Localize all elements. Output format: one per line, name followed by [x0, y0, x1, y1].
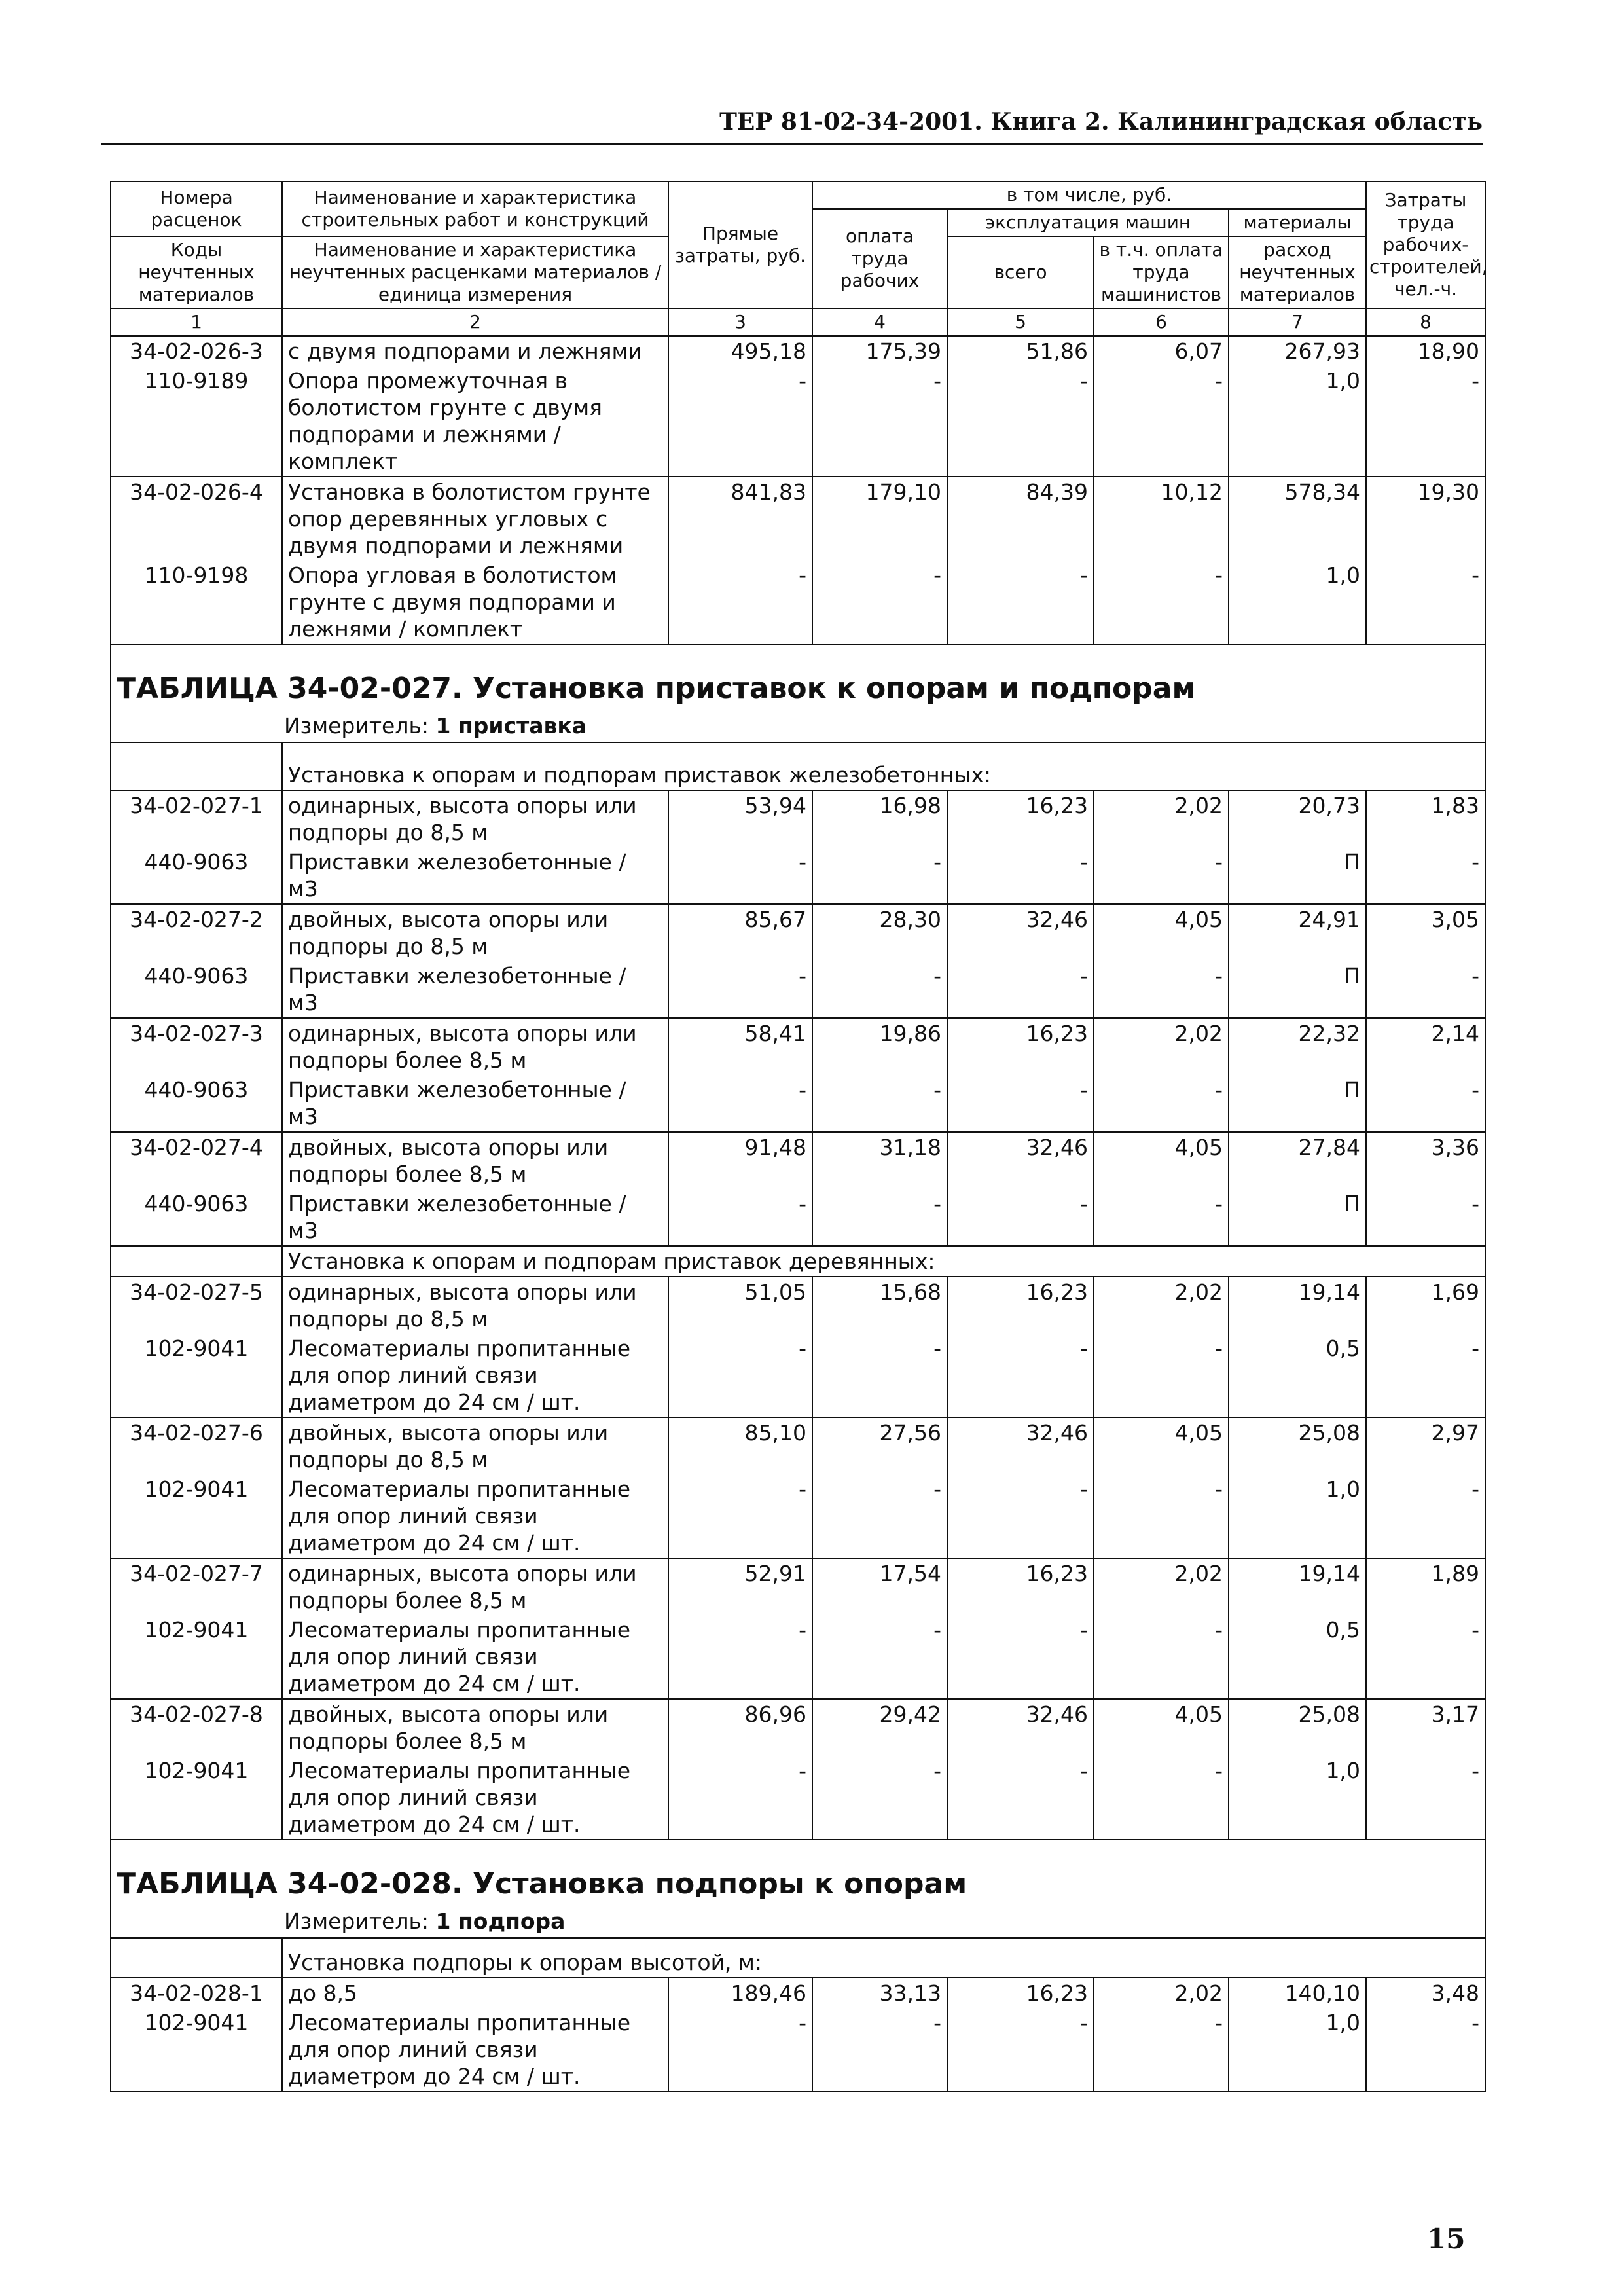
rate-code: 34-02-026-3 — [111, 336, 282, 366]
machines-total-value: - — [947, 366, 1094, 477]
table-027-title-row — [111, 644, 1485, 742]
machines-total-value: 32,46 — [947, 904, 1094, 961]
material-name: Лесоматериалы пропитанные для опор линий связи диаметром до 24 см / шт. — [282, 2008, 668, 2092]
direct-costs-value: - — [668, 1189, 812, 1246]
wages-value: - — [812, 1474, 947, 1558]
rate-row — [111, 1132, 1485, 1189]
direct-costs-value: 841,83 — [668, 477, 812, 560]
material-row — [111, 1075, 1485, 1132]
machines-wages-value: - — [1094, 366, 1229, 477]
rate-code: 34-02-027-2 — [111, 904, 282, 961]
table-027-meter: Измеритель: 1 приставка — [284, 713, 587, 738]
material-name: Приставки железобетонные / м3 — [282, 961, 668, 1018]
machines-wages-value: 2,02 — [1094, 790, 1229, 847]
machines-total-value: - — [947, 961, 1094, 1018]
rates-table — [110, 181, 1486, 2092]
column-number: 1 — [111, 308, 282, 336]
wages-value: 175,39 — [812, 336, 947, 366]
header-materials-consumption: расход неучтенных материалов — [1229, 236, 1366, 308]
table-028-title: ТАБЛИЦА 34-02-028. Установка подпоры к опорам — [117, 1867, 967, 1901]
machines-wages-value: 2,02 — [1094, 1018, 1229, 1075]
machines-wages-value: 4,05 — [1094, 904, 1229, 961]
machines-wages-value: - — [1094, 1334, 1229, 1417]
wages-value: 15,68 — [812, 1277, 947, 1334]
column-number: 4 — [812, 308, 947, 336]
machines-wages-value: 2,02 — [1094, 1558, 1229, 1615]
material-name: Лесоматериалы пропитанные для опор линий связи диаметром до 24 см / шт. — [282, 1474, 668, 1558]
material-row — [111, 847, 1485, 904]
machines-total-value: 16,23 — [947, 1978, 1094, 2008]
material-code: 102-9041 — [111, 1615, 282, 1699]
direct-costs-value: - — [668, 1615, 812, 1699]
column-numbers-row — [111, 308, 1485, 336]
rate-code: 34-02-027-3 — [111, 1018, 282, 1075]
section-row — [111, 742, 1485, 790]
direct-costs-value: - — [668, 366, 812, 477]
machines-total-value: 16,23 — [947, 1018, 1094, 1075]
wages-value: - — [812, 1615, 947, 1699]
wages-value: - — [812, 1075, 947, 1132]
work-name: двойных, высота опоры или подпоры более 8,5 м — [282, 1699, 668, 1756]
header-work-name: Наименование и характеристика строительных работ и конструкций — [282, 181, 668, 236]
labor-value: 1,69 — [1366, 1277, 1485, 1334]
direct-costs-value: - — [668, 847, 812, 904]
material-row — [111, 1615, 1485, 1699]
document-title: ТЕР 81-02-34-2001. Книга 2. Калининградская область — [719, 108, 1483, 136]
material-code: 440-9063 — [111, 1075, 282, 1132]
materials-value: 0,5 — [1229, 1334, 1366, 1417]
materials-value: П — [1229, 1075, 1366, 1132]
material-code: 102-9041 — [111, 1756, 282, 1840]
machines-wages-value: - — [1094, 847, 1229, 904]
header-labor: Затраты труда рабочих-строителей, чел.-ч. — [1366, 181, 1485, 308]
column-number: 8 — [1366, 308, 1485, 336]
machines-wages-value: 6,07 — [1094, 336, 1229, 366]
labor-value: - — [1366, 847, 1485, 904]
block-026 — [111, 336, 1485, 644]
machines-total-value: - — [947, 1615, 1094, 1699]
wages-value: 16,98 — [812, 790, 947, 847]
wages-value: 19,86 — [812, 1018, 947, 1075]
materials-value: 27,84 — [1229, 1132, 1366, 1189]
materials-value: П — [1229, 1189, 1366, 1246]
labor-value: 2,97 — [1366, 1417, 1485, 1474]
labor-value: 1,83 — [1366, 790, 1485, 847]
material-code: 102-9041 — [111, 2008, 282, 2092]
material-name: Опора угловая в болотистом грунте с двумя подпорами и лежнями / комплект — [282, 560, 668, 644]
machines-total-value: 32,46 — [947, 1417, 1094, 1474]
wages-value: - — [812, 1189, 947, 1246]
labor-value: 1,89 — [1366, 1558, 1485, 1615]
direct-costs-value: 86,96 — [668, 1699, 812, 1756]
table-027-title: ТАБЛИЦА 34-02-027. Установка приставок к опорам и подпорам — [117, 672, 1196, 705]
rate-code: 34-02-027-5 — [111, 1277, 282, 1334]
wages-value: - — [812, 2008, 947, 2092]
table-028-title-row — [111, 1840, 1485, 1938]
material-row — [111, 1334, 1485, 1417]
direct-costs-value: 85,10 — [668, 1417, 812, 1474]
machines-total-value: - — [947, 847, 1094, 904]
machines-wages-value: - — [1094, 560, 1229, 644]
machines-total-value: - — [947, 1075, 1094, 1132]
machines-wages-value: 2,02 — [1094, 1978, 1229, 2008]
work-name: Установка в болотистом грунте опор деревянных угловых с двумя подпорами и лежнями — [282, 477, 668, 560]
material-code: 102-9041 — [111, 1474, 282, 1558]
material-code: 110-9189 — [111, 366, 282, 477]
wages-value: - — [812, 366, 947, 477]
header-material-names: Наименование и характеристика неучтенных расценками материалов / единица измерения — [282, 236, 668, 308]
rate-row — [111, 1018, 1485, 1075]
labor-value: - — [1366, 560, 1485, 644]
machines-total-value: - — [947, 1474, 1094, 1558]
machines-total-value: 16,23 — [947, 1277, 1094, 1334]
materials-value: 267,93 — [1229, 336, 1366, 366]
direct-costs-value: 52,91 — [668, 1558, 812, 1615]
direct-costs-value: 495,18 — [668, 336, 812, 366]
rate-row — [111, 477, 1485, 560]
machines-wages-value: 4,05 — [1094, 1699, 1229, 1756]
material-row — [111, 1756, 1485, 1840]
header-materials: материалы — [1229, 209, 1366, 236]
section-heading: Установка подпоры к опорам высотой, м: — [288, 1950, 763, 1975]
work-name: одинарных, высота опоры или подпоры более 8,5 м — [282, 1558, 668, 1615]
material-code: 102-9041 — [111, 1334, 282, 1417]
machines-total-value: 16,23 — [947, 1558, 1094, 1615]
materials-value: 1,0 — [1229, 1756, 1366, 1840]
rate-code: 34-02-027-7 — [111, 1558, 282, 1615]
direct-costs-value: - — [668, 1075, 812, 1132]
machines-wages-value: 4,05 — [1094, 1132, 1229, 1189]
wages-value: 27,56 — [812, 1417, 947, 1474]
materials-value: 1,0 — [1229, 2008, 1366, 2092]
material-code: 110-9198 — [111, 560, 282, 644]
wages-value: - — [812, 1756, 947, 1840]
materials-value: 1,0 — [1229, 1474, 1366, 1558]
machines-total-value: - — [947, 1334, 1094, 1417]
materials-value: 25,08 — [1229, 1699, 1366, 1756]
work-name: одинарных, высота опоры или подпоры до 8,5 м — [282, 1277, 668, 1334]
header-machines-total: всего — [947, 236, 1094, 308]
labor-value: 3,05 — [1366, 904, 1485, 961]
machines-total-value: 32,46 — [947, 1699, 1094, 1756]
material-row — [111, 1474, 1485, 1558]
labor-value: 18,90 — [1366, 336, 1485, 366]
direct-costs-value: 189,46 — [668, 1978, 812, 2008]
work-name: до 8,5 — [282, 1978, 668, 2008]
materials-value: 140,10 — [1229, 1978, 1366, 2008]
direct-costs-value: - — [668, 1474, 812, 1558]
section-heading: Установка к опорам и подпорам приставок железобетонных: — [288, 762, 992, 788]
material-name: Лесоматериалы пропитанные для опор линий связи диаметром до 24 см / шт. — [282, 1615, 668, 1699]
materials-value: 0,5 — [1229, 1615, 1366, 1699]
machines-wages-value: - — [1094, 2008, 1229, 2092]
machines-total-value: 84,39 — [947, 477, 1094, 560]
column-number: 7 — [1229, 308, 1366, 336]
table-027-meter-value: 1 приставка — [435, 713, 587, 738]
work-name: одинарных, высота опоры или подпоры до 8,5 м — [282, 790, 668, 847]
material-name: Приставки железобетонные / м3 — [282, 1075, 668, 1132]
materials-value: 1,0 — [1229, 560, 1366, 644]
material-name: Опора промежуточная в болотистом грунте с двумя подпорами и лежнями / комплект — [282, 366, 668, 477]
labor-value: - — [1366, 366, 1485, 477]
machines-wages-value: - — [1094, 1474, 1229, 1558]
machines-total-value: 51,86 — [947, 336, 1094, 366]
table-028-meter: Измеритель: 1 подпора — [284, 1908, 566, 1934]
wages-value: 31,18 — [812, 1132, 947, 1189]
labor-value: - — [1366, 1474, 1485, 1558]
direct-costs-value: 51,05 — [668, 1277, 812, 1334]
labor-value: 3,48 — [1366, 1978, 1485, 2008]
rate-row — [111, 1699, 1485, 1756]
rate-row — [111, 1558, 1485, 1615]
rate-row — [111, 790, 1485, 847]
work-name: одинарных, высота опоры или подпоры более 8,5 м — [282, 1018, 668, 1075]
machines-wages-value: - — [1094, 961, 1229, 1018]
materials-value: 24,91 — [1229, 904, 1366, 961]
material-code: 440-9063 — [111, 1189, 282, 1246]
column-number: 2 — [282, 308, 668, 336]
labor-value: - — [1366, 1189, 1485, 1246]
direct-costs-value: 58,41 — [668, 1018, 812, 1075]
header-direct-costs: Прямые затраты, руб. — [668, 181, 812, 308]
table-028-meter-value: 1 подпора — [435, 1908, 566, 1934]
header-rate-numbers: Номера расценок — [111, 181, 282, 236]
wages-value: 29,42 — [812, 1699, 947, 1756]
wages-value: 17,54 — [812, 1558, 947, 1615]
labor-value: - — [1366, 1075, 1485, 1132]
material-name: Приставки железобетонные / м3 — [282, 847, 668, 904]
labor-value: - — [1366, 1756, 1485, 1840]
wages-value: 179,10 — [812, 477, 947, 560]
rate-code: 34-02-026-4 — [111, 477, 282, 560]
rate-code: 34-02-028-1 — [111, 1978, 282, 2008]
direct-costs-value: - — [668, 1334, 812, 1417]
table-027-rows-wood — [111, 1277, 1485, 1840]
wages-value: 33,13 — [812, 1978, 947, 2008]
material-name: Лесоматериалы пропитанные для опор линий связи диаметром до 24 см / шт. — [282, 1334, 668, 1417]
column-number: 5 — [947, 308, 1094, 336]
labor-value: - — [1366, 1615, 1485, 1699]
material-row — [111, 961, 1485, 1018]
labor-value: 3,17 — [1366, 1699, 1485, 1756]
materials-value: 20,73 — [1229, 790, 1366, 847]
page-header — [101, 105, 1483, 145]
header-wages: оплата труда рабочих — [812, 209, 947, 308]
machines-wages-value: 10,12 — [1094, 477, 1229, 560]
direct-costs-value: - — [668, 961, 812, 1018]
machines-wages-value: 4,05 — [1094, 1417, 1229, 1474]
machines-wages-value: 2,02 — [1094, 1277, 1229, 1334]
material-name: Лесоматериалы пропитанные для опор линий связи диаметром до 24 см / шт. — [282, 1756, 668, 1840]
rate-row — [111, 1417, 1485, 1474]
materials-value: 25,08 — [1229, 1417, 1366, 1474]
header-material-codes: Коды неучтенных материалов — [111, 236, 282, 308]
section-row — [111, 1246, 1485, 1277]
labor-value: 3,36 — [1366, 1132, 1485, 1189]
machines-total-value: - — [947, 2008, 1094, 2092]
machines-wages-value: - — [1094, 1189, 1229, 1246]
materials-value: 19,14 — [1229, 1558, 1366, 1615]
rate-code: 34-02-027-4 — [111, 1132, 282, 1189]
machines-total-value: 16,23 — [947, 790, 1094, 847]
column-number: 6 — [1094, 308, 1229, 336]
material-code: 440-9063 — [111, 847, 282, 904]
labor-value: 2,14 — [1366, 1018, 1485, 1075]
section-heading: Установка к опорам и подпорам приставок деревянных: — [288, 1248, 935, 1274]
material-name: Приставки железобетонные / м3 — [282, 1189, 668, 1246]
table-027-rows-concrete — [111, 790, 1485, 1246]
machines-wages-value: - — [1094, 1756, 1229, 1840]
wages-value: - — [812, 1334, 947, 1417]
material-row — [111, 560, 1485, 644]
direct-costs-value: - — [668, 2008, 812, 2092]
labor-value: - — [1366, 961, 1485, 1018]
material-row — [111, 2008, 1485, 2092]
section-row — [111, 1938, 1485, 1978]
wages-value: - — [812, 847, 947, 904]
table-027 — [111, 644, 1485, 790]
labor-value: - — [1366, 1334, 1485, 1417]
material-row — [111, 1189, 1485, 1246]
machines-wages-value: - — [1094, 1615, 1229, 1699]
material-code: 440-9063 — [111, 961, 282, 1018]
machines-wages-value: - — [1094, 1075, 1229, 1132]
direct-costs-value: - — [668, 1756, 812, 1840]
header-machines: эксплуатация машин — [947, 209, 1229, 236]
materials-value: 578,34 — [1229, 477, 1366, 560]
material-row — [111, 366, 1485, 477]
direct-costs-value: 53,94 — [668, 790, 812, 847]
labor-value: 19,30 — [1366, 477, 1485, 560]
table-header — [111, 181, 1488, 336]
wages-value: 28,30 — [812, 904, 947, 961]
direct-costs-value: 91,48 — [668, 1132, 812, 1189]
rate-row — [111, 336, 1485, 366]
rate-row — [111, 904, 1485, 961]
rate-code: 34-02-027-8 — [111, 1699, 282, 1756]
work-name: с двумя подпорами и лежнями — [282, 336, 668, 366]
machines-total-value: - — [947, 1189, 1094, 1246]
materials-value: 22,32 — [1229, 1018, 1366, 1075]
machines-total-value: - — [947, 560, 1094, 644]
header-machines-wages: в т.ч. оплата труда машинистов — [1094, 236, 1229, 308]
rate-code: 34-02-027-6 — [111, 1417, 282, 1474]
work-name: двойных, высота опоры или подпоры более 8,5 м — [282, 1132, 668, 1189]
direct-costs-value: 85,67 — [668, 904, 812, 961]
page-number: 15 — [1427, 2223, 1466, 2255]
direct-costs-value: - — [668, 560, 812, 644]
materials-value: П — [1229, 847, 1366, 904]
rate-code: 34-02-027-1 — [111, 790, 282, 847]
table-028-rows — [111, 1978, 1485, 2092]
materials-value: 19,14 — [1229, 1277, 1366, 1334]
machines-total-value: - — [947, 1756, 1094, 1840]
wages-value: - — [812, 961, 947, 1018]
work-name: двойных, высота опоры или подпоры до 8,5 м — [282, 904, 668, 961]
rate-row — [111, 1978, 1485, 2008]
column-number: 3 — [668, 308, 812, 336]
header-including: в том числе, руб. — [812, 181, 1366, 209]
rate-row — [111, 1277, 1485, 1334]
labor-value: - — [1366, 2008, 1485, 2092]
materials-value: П — [1229, 961, 1366, 1018]
machines-total-value: 32,46 — [947, 1132, 1094, 1189]
materials-value: 1,0 — [1229, 366, 1366, 477]
wages-value: - — [812, 560, 947, 644]
table-028 — [111, 1840, 1485, 1978]
work-name: двойных, высота опоры или подпоры до 8,5 м — [282, 1417, 668, 1474]
